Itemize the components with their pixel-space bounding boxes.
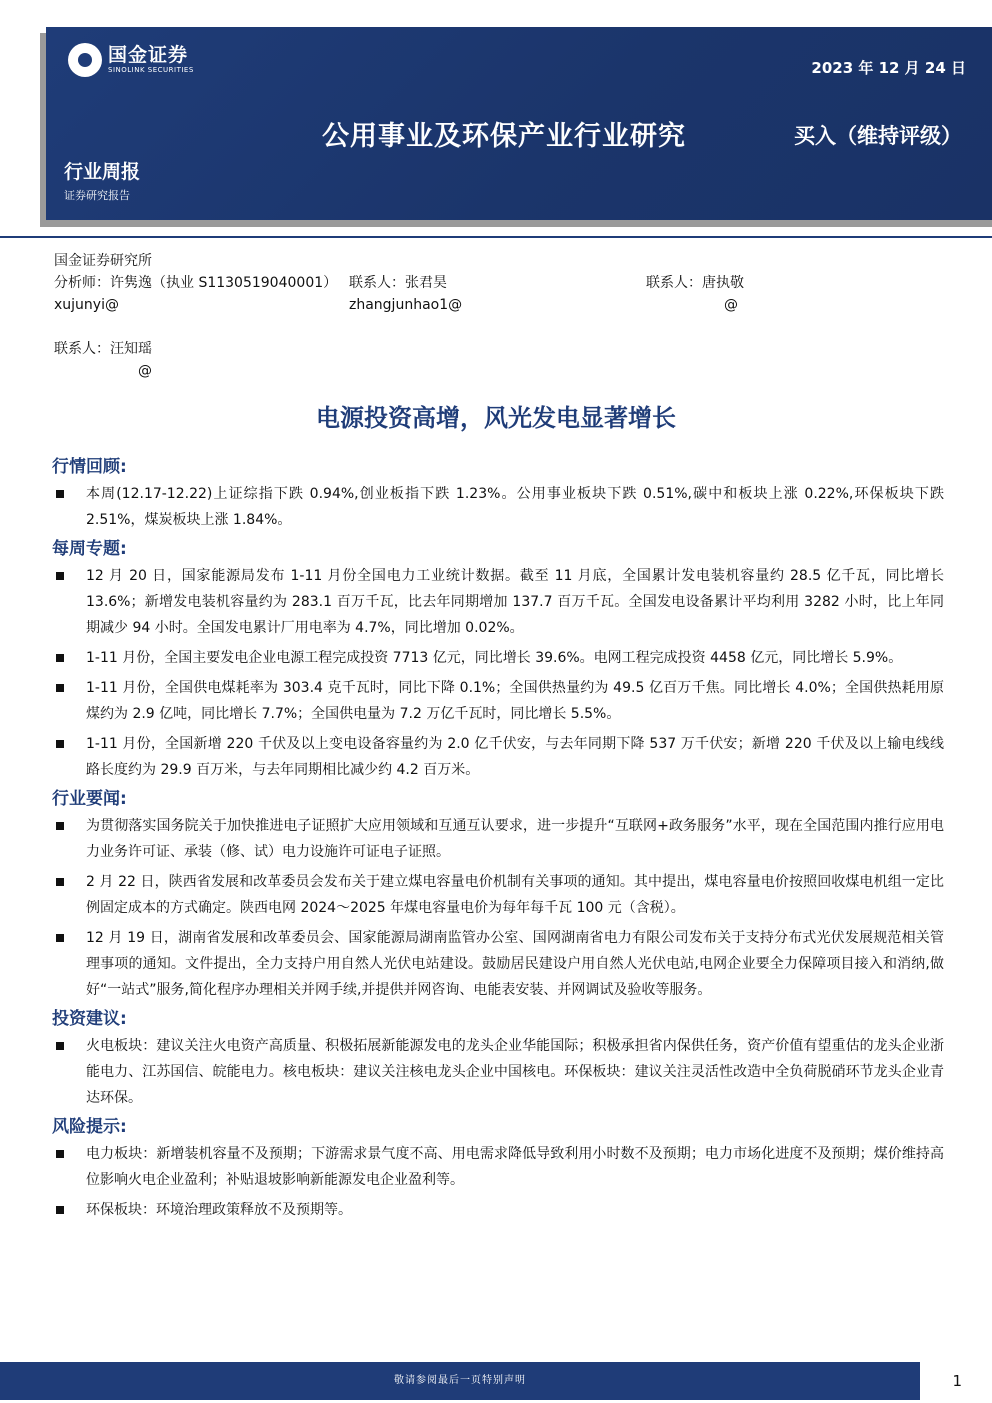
contact-email-1[interactable]: zhangjunhao1@ — [349, 297, 463, 313]
bullet-square-icon — [56, 1042, 64, 1050]
company-logo — [68, 43, 194, 77]
bullet-text: 火电板块：建议关注火电资产高质量、积极拓展新能源发电的龙头企业华能国际；积极承担省内保供任务，资产价值有望重估的龙头企业浙能电力、江苏国信、皖能电力。核电板块：建议关注核电龙头企业中国核电。环保板块：建议关注灵活性改造中全负荷脱硝环节龙头企业青达环保。 — [86, 1038, 944, 1106]
section-title: 风险提示: — [52, 1117, 127, 1137]
report-type: 行业周报 — [64, 161, 141, 183]
bullet-item — [52, 731, 944, 783]
bullet-text: 1-11 月份，全国新增 220 千伏及以上变电设备容量约为 2.0 亿千伏安，与去年同期下降 537 万千伏安；新增 220 千伏及以上输电线线路长度约为 29.9 百万米，与去年同期相比减少约 4.2 百万米。 — [86, 736, 944, 778]
rating-badge: 买入（维持评级） — [794, 124, 962, 148]
bullet-square-icon — [56, 740, 64, 748]
bullet-item — [52, 1197, 944, 1223]
bullet-item — [52, 813, 944, 865]
section-title: 每周专题: — [52, 539, 127, 559]
bullet-item — [52, 563, 944, 641]
bullet-item — [52, 925, 944, 1003]
bullet-square-icon — [56, 934, 64, 942]
section-title: 行业要闻: — [52, 789, 127, 809]
section-industry-news — [52, 787, 944, 1003]
analyst-email[interactable]: xujunyi@ — [54, 297, 119, 313]
footer-disclaimer[interactable]: 敬请参阅最后一页特别声明 — [0, 1362, 920, 1400]
section-weekly-topic — [52, 537, 944, 783]
bullet-item — [52, 1033, 944, 1111]
bullet-square-icon — [56, 1206, 64, 1214]
bullet-item — [52, 645, 944, 671]
logo-icon — [68, 43, 102, 77]
bullet-text: 为贯彻落实国务院关于加快推进电子证照扩大应用领域和互通互认要求，进一步提升“互联网+政务服务”水平，现在全国范围内推行应用电力业务许可证、承装（修、试）电力设施许可证电子证照。 — [86, 818, 944, 860]
bullet-text: 2 月 22 日，陕西省发展和改革委员会发布关于建立煤电容量电价机制有关事项的通知。其中提出，煤电容量电价按照回收煤电机组一定比例固定成本的方式确定。陕西电网 2024～2025 年煤电容量电价为每年每千瓦 100 元（含税）。 — [86, 874, 944, 916]
bullet-text: 电力板块：新增装机容量不及预期；下游需求景气度不高、用电需求降低导致利用小时数不及预期；电力市场化进度不及预期；煤价维持高位影响火电企业盈利；补贴退坡影响新能源发电企业盈利等。 — [86, 1146, 944, 1188]
section-risk-warning — [52, 1115, 944, 1223]
section-title: 投资建议: — [52, 1009, 127, 1029]
bullet-item — [52, 869, 944, 921]
contact-email-3[interactable]: @ — [138, 363, 152, 379]
institute-name: 国金证券研究所 — [54, 253, 152, 269]
contact-name-3: 联系人：汪知瑶 — [54, 341, 152, 357]
header-divider — [0, 236, 992, 238]
contact-name-1: 联系人：张君昊 — [349, 275, 447, 291]
bullet-square-icon — [56, 822, 64, 830]
logo-name-cn: 国金证券 — [108, 44, 189, 66]
bullet-text: 环保板块：环境治理政策释放不及预期等。 — [86, 1202, 352, 1218]
bullet-text: 12 月 19 日，湖南省发展和改革委员会、国家能源局湖南监管办公室、国网湖南省电力有限公司发布关于支持分布式光伏发展规范相关管理事项的通知。文件提出，全力支持户用自然人光伏电站建设。鼓励居民建设户用自然人光伏电站,电网企业要全力保障项目接入和消纳,做好“一站式”服务,简化程序办理相关并网手续,并提供并网咨询、电能表安装、并网调试及验收等服务。 — [86, 930, 944, 998]
bullet-square-icon — [56, 1150, 64, 1158]
page-number: 1 — [952, 1372, 962, 1390]
report-body — [52, 455, 944, 1227]
bullet-square-icon — [56, 878, 64, 886]
report-kind: 证券研究报告 — [64, 189, 130, 202]
bullet-item — [52, 675, 944, 727]
bullet-text: 1-11 月份，全国主要发电企业电源工程完成投资 7713 亿元，同比增长 39.6%。电网工程完成投资 4458 亿元，同比增长 5.9%。 — [86, 650, 903, 666]
report-header — [46, 27, 992, 220]
bullet-text: 1-11 月份，全国供电煤耗率为 303.4 克千瓦时，同比下降 0.1%；全国供热量约为 49.5 亿百万千焦。同比增长 4.0%；全国供热耗用原煤约为 2.9 亿吨，同比增长 7.7%；全国供电量为 7.2 万亿千瓦时，同比增长 5.5%。 — [86, 680, 944, 722]
contact-name-2: 联系人：唐执敬 — [646, 275, 744, 291]
section-market-review — [52, 455, 944, 533]
report-date: 2023 年 12 月 24 日 — [811, 59, 966, 77]
section-investment-advice — [52, 1007, 944, 1111]
industry-title: 公用事业及环保产业行业研究 — [322, 121, 686, 152]
analyst-block — [54, 250, 954, 382]
bullet-item — [52, 481, 944, 533]
section-title: 行情回顾: — [52, 457, 127, 477]
bullet-item — [52, 1141, 944, 1193]
bullet-text: 本周(12.17-12.22)上证综指下跌 0.94%,创业板指下跌 1.23%。公用事业板块下跌 0.51%,碳中和板块上涨 0.22%,环保板块下跌 2.51%，煤炭板块上涨 1.84%。 — [86, 486, 944, 528]
logo-name-en: SINOLINK SECURITIES — [108, 66, 194, 74]
bullet-square-icon — [56, 654, 64, 662]
contact-email-2[interactable]: @ — [724, 297, 738, 313]
bullet-square-icon — [56, 572, 64, 580]
bullet-square-icon — [56, 490, 64, 498]
bullet-square-icon — [56, 684, 64, 692]
report-title: 电源投资高增，风光发电显著增长 — [316, 404, 676, 432]
bullet-text: 12 月 20 日，国家能源局发布 1-11 月份全国电力工业统计数据。截至 11 月底，全国累计发电装机容量约 28.5 亿千瓦，同比增长 13.6%；新增发电装机容量约为 283.1 百万千瓦，比去年同期增加 137.7 百万千瓦。全国发电设备累计平均利用 3282 小时，比上年同期减少 94 小时。全国发电累计厂用电率为 4.7%，同比增加 0.02%。 — [86, 568, 944, 636]
analyst-name: 分析师：许隽逸（执业 S1130519040001） — [54, 275, 338, 291]
